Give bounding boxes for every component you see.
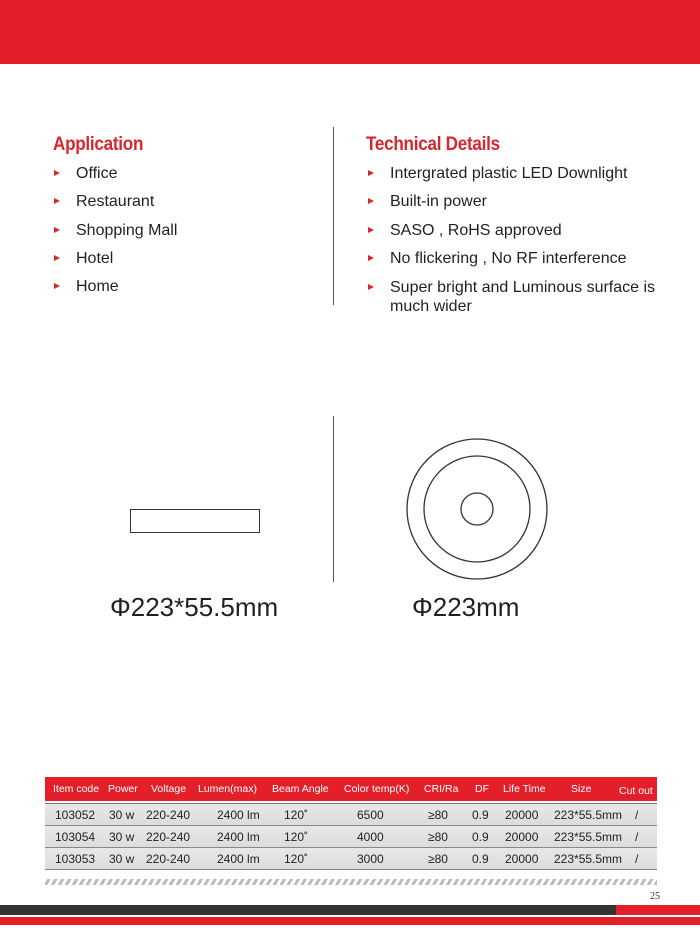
table-header — [45, 777, 657, 801]
bullet-arrow-icon — [368, 227, 374, 233]
cell-voltage: 220-240 — [146, 830, 191, 844]
side-view-drawing — [130, 509, 260, 533]
cell-voltage: 220-240 — [146, 808, 191, 822]
bullet-arrow-icon — [54, 198, 60, 204]
column-header: DF — [475, 783, 489, 795]
footer-band — [0, 905, 700, 915]
cell-power: 30 w — [109, 830, 135, 844]
cell-beam-angle: 120˚ — [284, 852, 309, 866]
bullet-arrow-icon — [368, 255, 374, 261]
cell-df: 0.9 — [472, 852, 489, 866]
column-header: Lumen(max) — [198, 783, 257, 795]
cell-life-time: 20000 — [505, 830, 539, 844]
cell-size: 223*55.5mm — [554, 808, 623, 822]
column-header: Life Time — [503, 783, 546, 795]
application-title: Application — [53, 134, 144, 155]
column-header: Item code — [53, 783, 100, 795]
column-header: Beam Angle — [272, 783, 329, 795]
cell-color-temp: 6500 — [357, 808, 384, 822]
page-number: 25 — [650, 891, 660, 902]
cell-size: 223*55.5mm — [554, 830, 623, 844]
cell-power: 30 w — [109, 808, 135, 822]
cell-df: 0.9 — [472, 808, 489, 822]
cell-lumen: 2400 lm — [217, 852, 260, 866]
footer-red-band — [0, 917, 700, 925]
spec-table — [45, 777, 657, 885]
column-header: Size — [571, 783, 592, 795]
cell-item-code: 103054 — [55, 830, 96, 844]
column-header: CRI/Ra — [424, 783, 459, 795]
cell-size: 223*55.5mm — [554, 852, 623, 866]
cell-beam-angle: 120˚ — [284, 808, 309, 822]
top-view-drawing — [405, 437, 549, 581]
cell-beam-angle: 120˚ — [284, 830, 309, 844]
bullet-arrow-icon — [54, 283, 60, 289]
cell-life-time: 20000 — [505, 808, 539, 822]
cell-item-code: 103053 — [55, 852, 96, 866]
cell-cri: ≥80 — [428, 808, 448, 822]
column-header: Voltage — [151, 783, 187, 795]
cell-cut-out: / — [635, 830, 639, 844]
drawing-divider — [333, 416, 334, 582]
cell-cri: ≥80 — [428, 852, 448, 866]
table-row — [45, 848, 657, 870]
cell-voltage: 220-240 — [146, 852, 191, 866]
cell-lumen: 2400 lm — [217, 808, 260, 822]
bullet-arrow-icon — [368, 170, 374, 176]
section-divider — [333, 127, 334, 305]
cell-cri: ≥80 — [428, 830, 448, 844]
cell-item-code: 103052 — [55, 808, 96, 822]
cell-color-temp: 3000 — [357, 852, 384, 866]
technical-details-title: Technical Details — [366, 134, 500, 155]
column-header: Power — [108, 783, 138, 795]
cell-life-time: 20000 — [505, 852, 539, 866]
column-header: Cut out — [619, 785, 653, 797]
table-row — [45, 803, 657, 826]
column-header: Color temp(K) — [344, 783, 410, 795]
cell-df: 0.9 — [472, 830, 489, 844]
top-red-banner — [0, 0, 700, 64]
decorative-stripe — [45, 879, 657, 885]
cell-cut-out: / — [635, 852, 639, 866]
side-dimension-label: Φ223*55.5mm — [110, 592, 279, 622]
bullet-arrow-icon — [54, 255, 60, 261]
table-row — [45, 826, 657, 848]
bullet-arrow-icon — [54, 170, 60, 176]
cell-cut-out: / — [635, 808, 639, 822]
top-dimension-label: Φ223mm — [412, 592, 520, 622]
bullet-arrow-icon — [368, 198, 374, 204]
cell-lumen: 2400 lm — [217, 830, 260, 844]
footer-margin — [0, 925, 700, 946]
cell-color-temp: 4000 — [357, 830, 384, 844]
bullet-arrow-icon — [54, 227, 60, 233]
bullet-arrow-icon — [368, 284, 374, 290]
cell-power: 30 w — [109, 852, 135, 866]
